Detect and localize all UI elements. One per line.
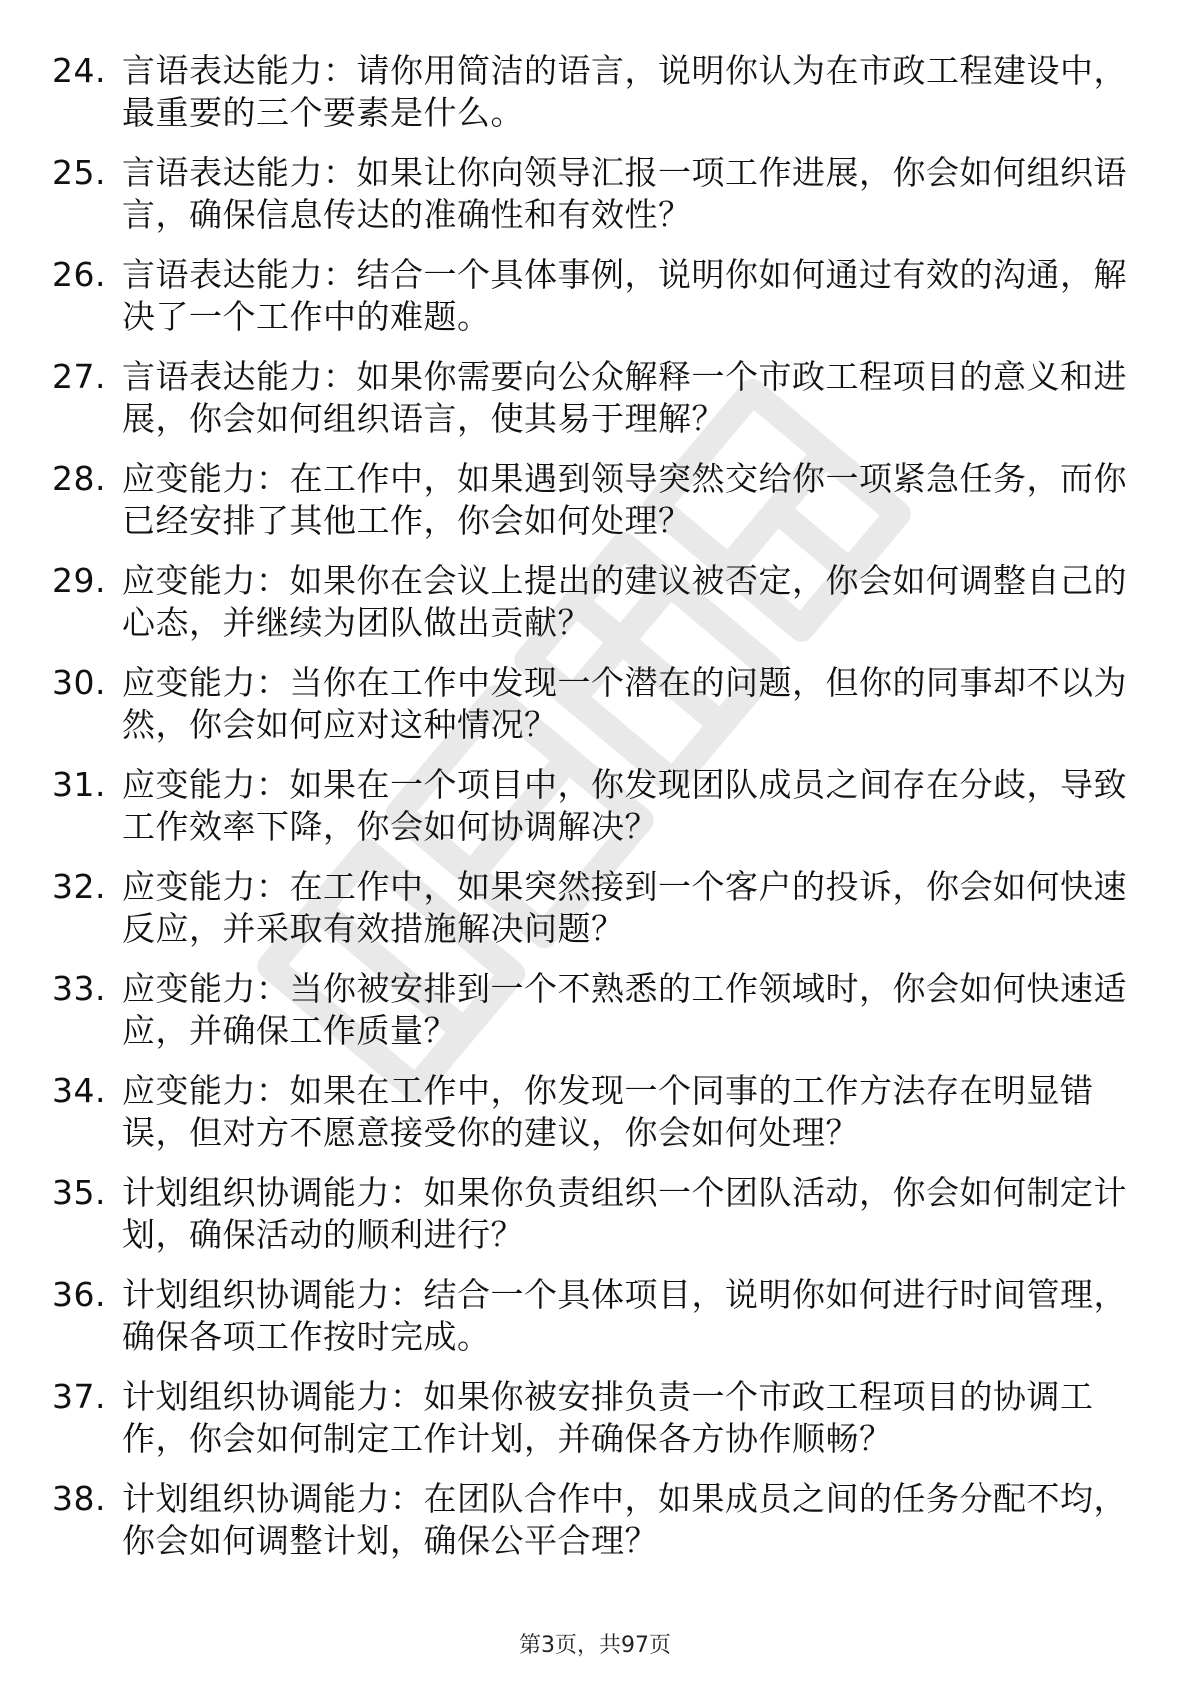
question-item — [52, 764, 1132, 848]
question-item — [52, 560, 1132, 644]
question-number: 26. — [52, 255, 106, 294]
question-item — [52, 356, 1132, 440]
question-item — [52, 1376, 1132, 1460]
question-text: 应变能力：当你被安排到一个不熟悉的工作领域时，你会如何快速适应，并确保工作质量？ — [122, 969, 1127, 1050]
question-text: 言语表达能力：结合一个具体事例，说明你如何通过有效的沟通，解决了一个工作中的难题。 — [122, 255, 1127, 336]
question-number: 25. — [52, 153, 106, 192]
question-text: 计划组织协调能力：在团队合作中，如果成员之间的任务分配不均，你会如何调整计划，确保公平合理？ — [122, 1479, 1127, 1560]
question-item — [52, 254, 1132, 338]
question-number: 35. — [52, 1173, 106, 1212]
question-item — [52, 662, 1132, 746]
question-text: 应变能力：如果你在会议上提出的建议被否定，你会如何调整自己的心态，并继续为团队做出贡献？ — [122, 561, 1127, 642]
question-number: 36. — [52, 1275, 106, 1314]
question-number: 31. — [52, 765, 106, 804]
question-list — [52, 50, 1132, 1580]
question-number: 33. — [52, 969, 106, 1008]
question-number: 29. — [52, 561, 106, 600]
page-number-label: 第3页，共97页 — [519, 1633, 671, 1658]
question-item — [52, 50, 1132, 134]
question-text: 计划组织协调能力：如果你负责组织一个团队活动，你会如何制定计划，确保活动的顺利进行？ — [122, 1173, 1127, 1254]
question-item — [52, 866, 1132, 950]
question-item — [52, 1274, 1132, 1358]
question-text: 言语表达能力：如果让你向领导汇报一项工作进展，你会如何组织语言，确保信息传达的准确性和有效性？ — [122, 153, 1127, 234]
question-item — [52, 1172, 1132, 1256]
question-text: 应变能力：在工作中，如果突然接到一个客户的投诉，你会如何快速反应，并采取有效措施解决问题？ — [122, 867, 1127, 948]
question-number: 30. — [52, 663, 106, 702]
question-text: 应变能力：如果在一个项目中，你发现团队成员之间存在分歧，导致工作效率下降，你会如何协调解决？ — [122, 765, 1127, 846]
question-text: 应变能力：当你在工作中发现一个潜在的问题，但你的同事却不以为然，你会如何应对这种情况？ — [122, 663, 1127, 744]
question-item — [52, 152, 1132, 236]
question-item — [52, 1070, 1132, 1154]
question-number: 38. — [52, 1479, 106, 1518]
question-item — [52, 1478, 1132, 1562]
question-text: 计划组织协调能力：结合一个具体项目，说明你如何进行时间管理，确保各项工作按时完成。 — [122, 1275, 1127, 1356]
question-text: 应变能力：如果在工作中，你发现一个同事的工作方法存在明显错误，但对方不愿意接受你的建议，你会如何处理？ — [122, 1071, 1094, 1152]
question-number: 32. — [52, 867, 106, 906]
question-number: 28. — [52, 459, 106, 498]
question-text: 计划组织协调能力：如果你被安排负责一个市政工程项目的协调工作，你会如何制定工作计划，并确保各方协作顺畅？ — [122, 1377, 1094, 1458]
question-number: 34. — [52, 1071, 106, 1110]
question-number: 27. — [52, 357, 106, 396]
page-footer — [0, 1632, 1190, 1660]
question-item — [52, 968, 1132, 1052]
question-number: 24. — [52, 51, 106, 90]
question-text: 应变能力：在工作中，如果遇到领导突然交给你一项紧急任务，而你已经安排了其他工作，你会如何处理？ — [122, 459, 1127, 540]
question-text: 言语表达能力：请你用简洁的语言，说明你认为在市政工程建设中，最重要的三个要素是什么。 — [122, 51, 1127, 132]
question-text: 言语表达能力：如果你需要向公众解释一个市政工程项目的意义和进展，你会如何组织语言，使其易于理解？ — [122, 357, 1127, 438]
question-number: 37. — [52, 1377, 106, 1416]
question-item — [52, 458, 1132, 542]
